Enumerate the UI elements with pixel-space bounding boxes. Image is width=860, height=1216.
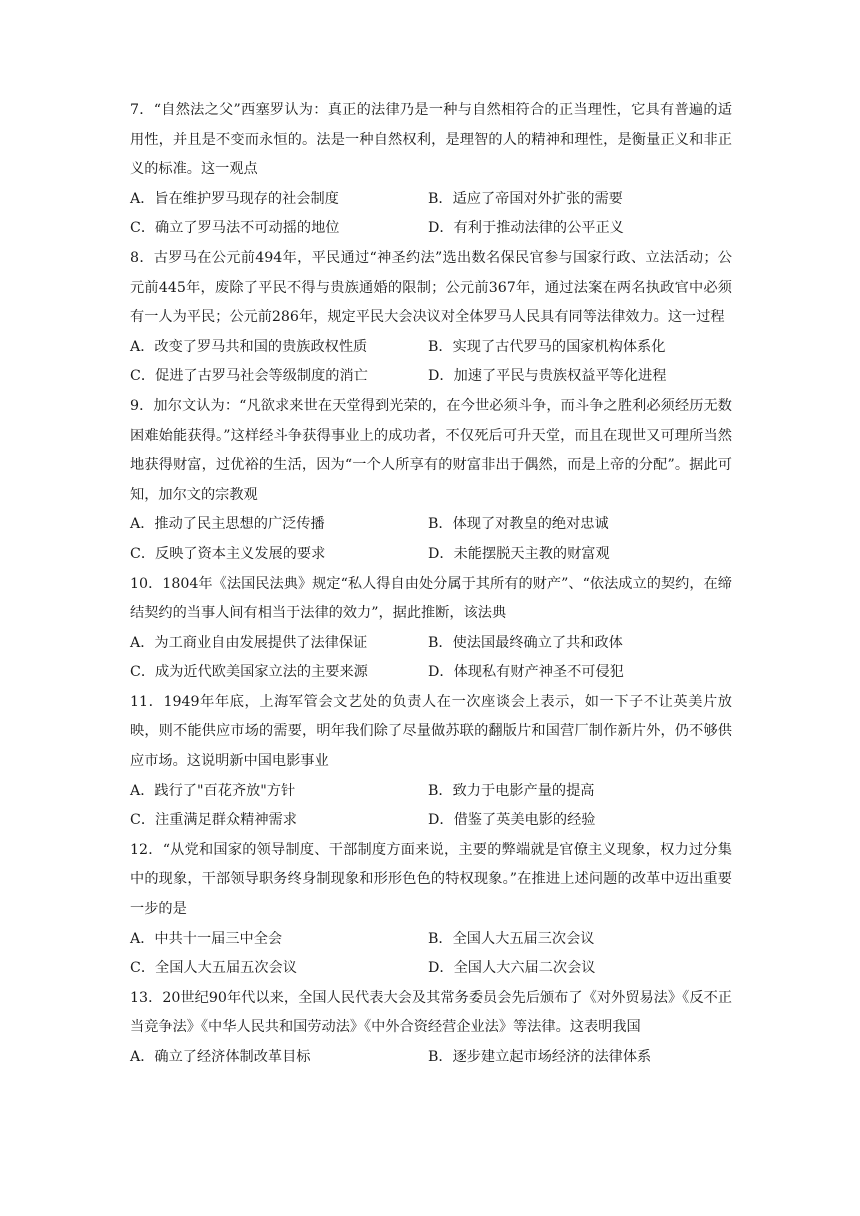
question-item (130, 836, 732, 984)
option-grid (130, 629, 732, 688)
option-grid (130, 925, 732, 984)
answer-option: A．为工商业自由发展提供了法律保证 (130, 634, 368, 651)
option-grid (130, 185, 732, 244)
answer-option: D．加速了平民与贵族权益平等化进程 (428, 368, 667, 385)
question-stem: 9．加尔文认为：“凡欲求来世在天堂得到光荣的，在今世必须斗争，而斗争之胜利必须经历无数困难始能获得。”这样经斗争获得事业上的成功者，不仅死后可升天堂，而且在现世又可理所当然地获得财富，过优裕的生活，因为“一个人所享有的财富非出于偶然，而是上帝的分配”。据此可知，加尔文的宗教观 (130, 397, 732, 503)
answer-option: A．推动了民主思想的广泛传播 (130, 516, 325, 533)
answer-option: A．改变了罗马共和国的贵族政权性质 (130, 338, 368, 355)
answer-option: B．全国人大五届三次会议 (428, 930, 595, 947)
option-grid (130, 777, 732, 836)
answer-option: D．未能摆脱天主教的财富观 (428, 545, 610, 562)
answer-option: C．促进了古罗马社会等级制度的消亡 (130, 368, 368, 385)
answer-option: C．确立了罗马法不可动摇的地位 (130, 220, 340, 237)
answer-option: B．致力于电影产量的提高 (428, 782, 595, 799)
answer-option: B．体现了对教皇的绝对忠诚 (428, 516, 609, 533)
option-grid (130, 510, 732, 569)
question-item (130, 688, 732, 836)
answer-option: D．体现私有财产神圣不可侵犯 (428, 664, 624, 681)
answer-option: A．中共十一届三中全会 (130, 930, 283, 947)
question-item (130, 984, 732, 1073)
question-stem: 11．1949年年底，上海军管会文艺处的负责人在一次座谈会上表示，如一下子不让英美片放映，则不能供应市场的需要，明年我们除了尽量做苏联的翻版片和国营厂制作新片外，仍不够供应市场。这说明新中国电影事业 (130, 693, 732, 770)
question-stem: 10．1804年《法国民法典》规定“私人得自由处分属于其所有的财产”、“依法成立的契约，在缔结契约的当事人间有相当于法律的效力”，据此推断，该法典 (130, 575, 732, 622)
answer-option: C．注重满足群众精神需求 (130, 812, 297, 829)
answer-option: B．适应了帝国对外扩张的需要 (428, 190, 623, 207)
question-list (130, 96, 732, 1073)
answer-option: C．反映了资本主义发展的要求 (130, 545, 326, 562)
answer-option: A．践行了"百花齐放"方针 (130, 782, 296, 799)
answer-option: C．全国人大五届五次会议 (130, 960, 297, 977)
answer-option: A．确立了经济体制改革目标 (130, 1049, 311, 1065)
answer-option: B．实现了古代罗马的国家机构体系化 (428, 338, 666, 355)
option-grid (130, 333, 732, 392)
option-grid (130, 1043, 732, 1073)
question-stem: 8．古罗马在公元前494年，平民通过“神圣约法”选出数名保民官参与国家行政、立法活动；公元前445年，废除了平民不得与贵族通婚的限制；公元前367年，通过法案在两名执政官中必须有一人为平民；公元前286年，规定平民大会决议对全体罗马人民具有同等法律效力。这一过程 (130, 249, 732, 326)
question-item (130, 392, 732, 570)
answer-option: B．使法国最终确立了共和政体 (428, 634, 623, 651)
answer-option: C．成为近代欧美国家立法的主要来源 (130, 664, 368, 681)
question-item (130, 96, 732, 244)
question-stem: 7．“自然法之父”西塞罗认为：真正的法律乃是一种与自然相符合的正当理性，它具有普遍的适用性，并且是不变而永恒的。法是一种自然权利，是理智的人的精神和理性，是衡量正义和非正义的标准。这一观点 (130, 102, 732, 178)
question-item (130, 570, 732, 688)
question-stem: 12．“从党和国家的领导制度、干部制度方面来说，主要的弊端就是官僚主义现象，权力过分集中的现象，干部领导职务终身制现象和形形色色的特权现象。”在推进上述问题的改革中迈出重要一步的是 (130, 841, 732, 918)
answer-option: B．逐步建立起市场经济的法律体系 (428, 1049, 652, 1065)
question-stem: 13．20世纪90年代以来，全国人民代表大会及其常务委员会先后颁布了《对外贸易法》《反不正当竞争法》《中华人民共和国劳动法》《中外合资经营企业法》等法律。这表明我国 (130, 989, 732, 1036)
question-item (130, 244, 732, 392)
answer-option: D．全国人大六届二次会议 (428, 960, 596, 977)
answer-option: D．借鉴了英美电影的经验 (428, 812, 596, 829)
answer-option: D．有利于推动法律的公平正义 (428, 220, 624, 237)
answer-option: A．旨在维护罗马现存的社会制度 (130, 190, 339, 207)
